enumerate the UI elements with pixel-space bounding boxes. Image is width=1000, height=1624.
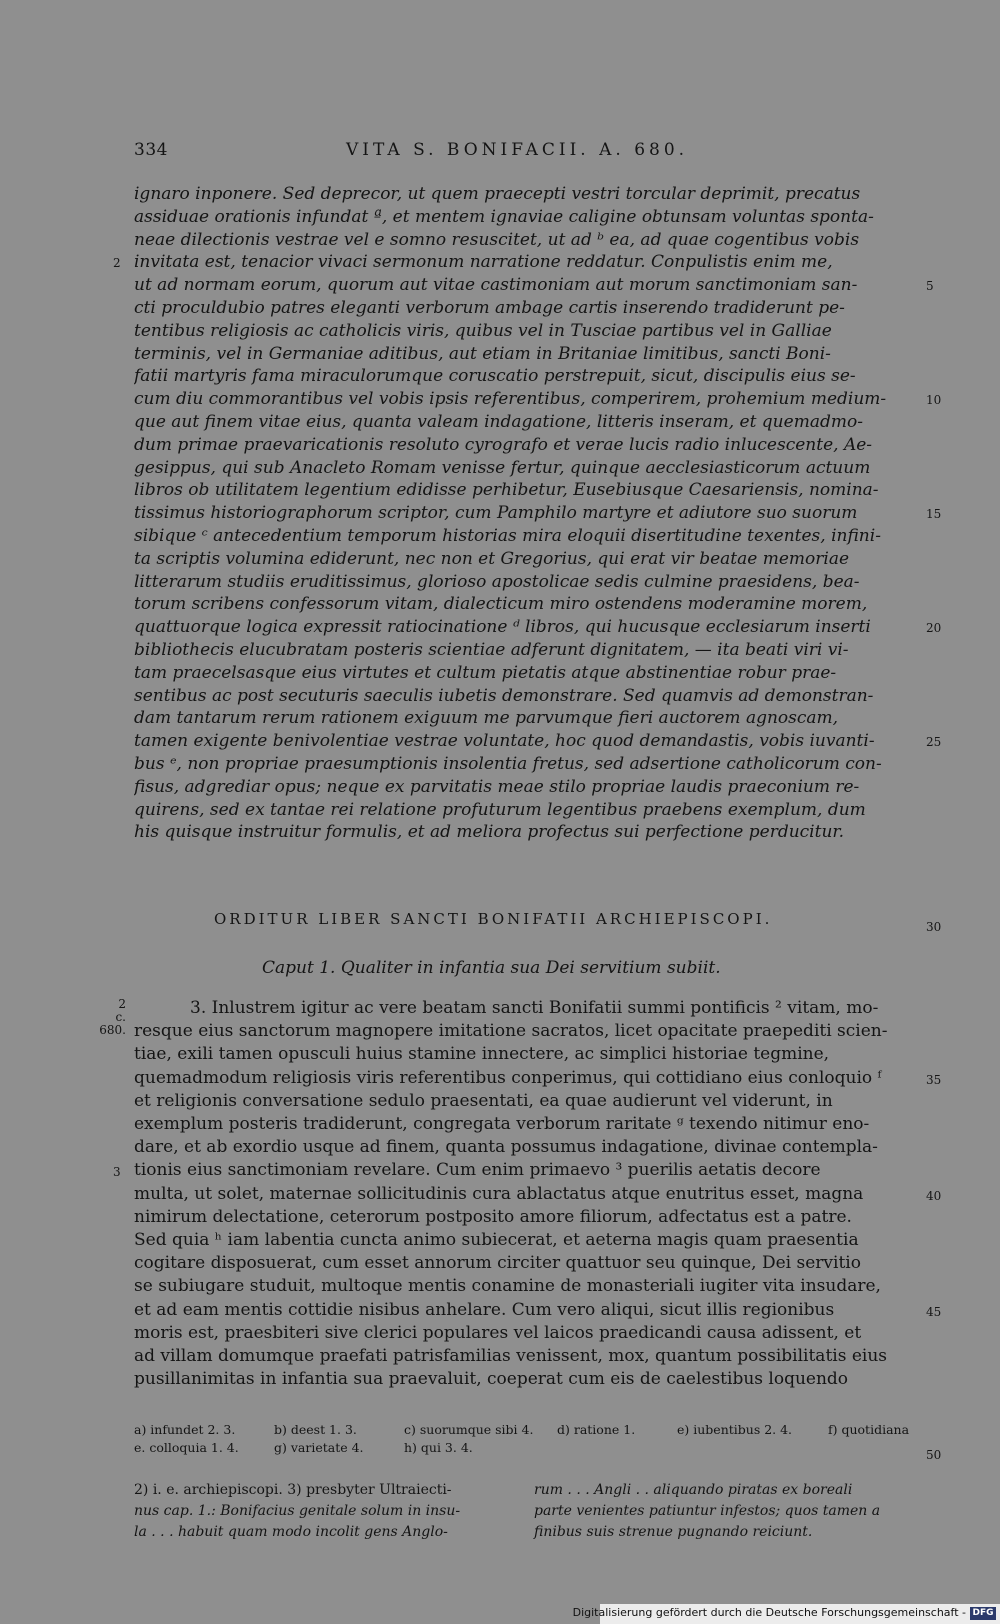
commentary-note-line: rum . . . Angli . . aliquando piratas ex boreali — [534, 1482, 853, 1498]
line-number: 40 — [926, 1188, 942, 1203]
commentary-note-line: parte venientes patiuntur infestos; quos tamen a — [534, 1503, 881, 1519]
chapter-line: resque eius sanctorum magnopere imitatione sacratos, licet opacitate praepediti scien- — [134, 1021, 888, 1042]
chapter-line: tionis eius sanctimoniam revelare. Cum enim primaevo ³ puerilis aetatis decore — [134, 1160, 821, 1181]
chapter-line: cogitare disposuerat, cum esset annorum circiter quattuor seu quinque, Dei servitio — [134, 1253, 861, 1274]
prologue-line: terminis, vel in Germaniae aditibus, aut etiam in Britaniae limitibus, sancti Boni- — [134, 343, 831, 364]
prologue-line: sibique ᶜ antecedentium temporum historias mira eloquii disertitudine texentes, infini- — [134, 526, 881, 546]
prologue-line: cti proculdubio patres eleganti verborum ambage cartis inserendo tradiderunt pe- — [134, 298, 845, 318]
commentary-note-line: 2) i. e. archiepiscopi. 3) presbyter Ultraiecti- — [134, 1482, 452, 1498]
line-number: 25 — [926, 735, 942, 750]
prologue-line: tentibus religiosis ac catholicis viris, quibus vel in Tusciae partibus vel in Galliae — [134, 320, 832, 341]
prologue-line: dum primae praevaricationis resoluto cyrografo et verae lucis radio inlucescente, Ae- — [134, 434, 873, 455]
footer-text: Digitalisierung gefördert durch die Deutsche Forschungsgemeinschaft - — [572, 1606, 966, 1619]
chapter-line: tiae, exili tamen opusculi huius stamine innectere, ac simplici historiae tegmine, — [134, 1044, 830, 1065]
prologue-line: neae dilectionis vestrae vel e somno resuscitet, ut ad ᵇ ea, ad quae cogentibus vobis — [134, 229, 860, 250]
chapter-line: nimirum delectatione, ceterorum postposito amore filiorum, adfectatus est a patre. — [134, 1206, 852, 1227]
prologue-line: fatii martyris fama miraculorumque coruscatio perstrepuit, sicut, discipulis eius se- — [134, 366, 856, 387]
prologue-line: invitata est, tenacior vivaci sermonum narratione reddatur. Conpulistis enim me, — [134, 252, 833, 273]
prologue-line: cum diu commorantibus vel vobis ipsis referentibus, comperirem, prohemium medium- — [134, 389, 887, 410]
page-header — [134, 140, 894, 166]
prologue-line: quirens, sed ex tantae rei relatione profuturum legentibus praebens exemplum, dum — [134, 799, 866, 820]
chapter-title: Caput 1. Qualiter in infantia sua Dei servitium subiit. — [262, 958, 721, 978]
variant-footnote: c) suorumque sibi 4. — [404, 1422, 534, 1437]
digitization-footer — [572, 1604, 1000, 1624]
variant-footnote: f) quotidiana — [828, 1422, 910, 1437]
chapter-line: Sed quia ʰ iam labentia cuncta animo subiecerat, et aeterna magis quam praesentia — [134, 1230, 859, 1250]
prologue-line: assiduae orationis infundat ª, et mentem ignaviae caligine obtunsam voluntas sponta- — [134, 206, 874, 227]
prologue-line: tissimus historiographorum scriptor, cum Pamphilo martyre et adiutore suo suorum — [134, 503, 858, 524]
margin-date-bottom: c. 680. — [99, 1010, 126, 1037]
chapter-line: et ad eam mentis cottidie nisibus anhelare. Cum vero aliqui, sicut illis regionibus — [134, 1299, 835, 1320]
prologue-line: torum scribens confessorum vitam, dialecticum miro ostendens moderamine morem, — [134, 594, 868, 615]
prologue-line: dam tantarum rerum rationem exiguum me parvumque fieri auctorem agnoscam, — [134, 708, 839, 729]
variant-footnote: b) deest 1. 3. — [274, 1422, 357, 1437]
commentary-note-line: nus cap. 1.: Bonifacius genitale solum in insu- — [134, 1503, 461, 1519]
chapter-line: se subiugare studuit, multoque mentis conamine de monasteriali iugiter vita insudare, — [134, 1276, 881, 1297]
chapter-line: et religionis conversatione sedulo praesentati, ea quae audierunt vel viderunt, in — [134, 1090, 833, 1111]
line-number: 10 — [926, 393, 942, 408]
chapter-line: pusillanimitas in infantia sua praevaluit, coeperat cum eis de caelestibus loquendo — [134, 1369, 849, 1390]
margin-date — [92, 998, 126, 1037]
variant-footnote: h) qui 3. 4. — [404, 1440, 473, 1455]
line-number: 20 — [926, 621, 942, 636]
margin-date-top: 2 — [118, 997, 126, 1011]
variant-footnote: g) varietate 4. — [274, 1440, 364, 1455]
chapter-line: quemadmodum religiosis viris referentibus conperimus, qui cottidiano eius conloquio ᶠ — [134, 1067, 882, 1088]
book-heading: ORDITUR LIBER SANCTI BONIFATII ARCHIEPISCOPI. — [214, 910, 773, 928]
chapter-line: dare, et ab exordio usque ad finem, quanta possumus indagatione, divinae contempla- — [134, 1137, 878, 1158]
prologue-line: bibliothecis elucubratam posteris scientiae adferunt dignitatem, — ita beati viri vi- — [134, 640, 849, 660]
line-number: 35 — [926, 1072, 942, 1087]
prologue-line: tam praecelsasque eius virtutes et cultum pietatis atque abstinentiae robur prae- — [134, 662, 837, 683]
prologue-line: his quisque instruitur formulis, et ad meliora profectus sui perfectione perducitur. — [134, 822, 845, 843]
prologue-line: ta scriptis volumina ediderunt, nec non et Gregorius, qui erat vir beatae memoriae — [134, 548, 850, 569]
commentary-note-line: finibus suis strenue pugnando reiciunt. — [534, 1524, 813, 1540]
variant-footnote: d) ratione 1. — [557, 1422, 636, 1437]
variant-footnote: e. colloquia 1. 4. — [134, 1440, 239, 1455]
line-number: 15 — [926, 507, 942, 522]
prologue-line: fisus, adgrediar opus; neque ex parvitatis meae stilo propriae laudis praeconium re- — [134, 776, 860, 797]
running-title: VITA S. BONIFACII. A. 680. — [346, 140, 689, 160]
variant-footnote: e) iubentibus 2. 4. — [677, 1422, 793, 1437]
source-note-marker: 2 — [113, 256, 121, 271]
prologue-line: quattuorque logica expressit ratiocinatione ᵈ libros, qui hucusque ecclesiarum inserti — [134, 617, 871, 638]
prologue-line: libros ob utilitatem legentium edidisse perhibetur, Eusebiusque Caesariensis, nomina- — [134, 480, 879, 501]
page-number: 334 — [134, 140, 168, 160]
prologue-line: bus ᵉ, non propriae praesumptionis insolentia fretus, sed adsertione catholicorum con- — [134, 754, 882, 774]
dfg-logo: DFG — [970, 1607, 996, 1620]
chapter-line: multa, ut solet, maternae sollicitudinis cura ablactatus atque enutritus esset, magna — [134, 1183, 864, 1204]
chapter-line: ad villam domumque praefati patrisfamilias venissent, mox, quantum possibilitatis eius — [134, 1346, 888, 1366]
source-note-marker: 3 — [113, 1165, 121, 1180]
chapter-line: moris est, praesbiteri sive clerici populares vel laicos praedicandi causa adissent, et — [134, 1322, 862, 1343]
prologue-line: litterarum studiis eruditissimus, glorioso apostolicae sedis culmine praesidens, bea- — [134, 571, 860, 592]
prologue-line: tamen exigente benivolentiae vestrae voluntate, hoc quod demandastis, vobis iuvanti- — [134, 731, 875, 752]
prologue-line: que aut finem vitae eius, quanta valeam indagatione, litteris inseram, et quemadmo- — [134, 412, 863, 432]
variant-footnote: a) infundet 2. 3. — [134, 1422, 236, 1437]
commentary-note-line: la . . . habuit quam modo incolit gens Anglo- — [134, 1524, 448, 1540]
chapter-line: exemplum posteris tradiderunt, congregata verborum raritate ᵍ texendo nitimur eno- — [134, 1114, 870, 1134]
prologue-line: ignaro inponere. Sed deprecor, ut quem praecepti vestri torcular deprimit, precatus — [134, 184, 861, 204]
prologue-line: ut ad normam eorum, quorum aut vitae castimoniam aut morum sanctimoniam san- — [134, 275, 858, 296]
chapter-line: 3. Inlustrem igitur ac vere beatam sancti Bonifatii summi pontificis ² vitam, mo- — [190, 998, 879, 1018]
line-number: 30 — [926, 920, 942, 934]
line-number: 5 — [926, 279, 934, 294]
prologue-line: sentibus ac post secuturis saeculis iubetis demonstrare. Sed quamvis ad demonstran- — [134, 685, 874, 706]
line-number: 45 — [926, 1304, 942, 1319]
line-number: 50 — [926, 1448, 942, 1462]
prologue-line: gesippus, qui sub Anacleto Romam venisse fertur, quinque aecclesiasticorum actuum — [134, 457, 871, 478]
